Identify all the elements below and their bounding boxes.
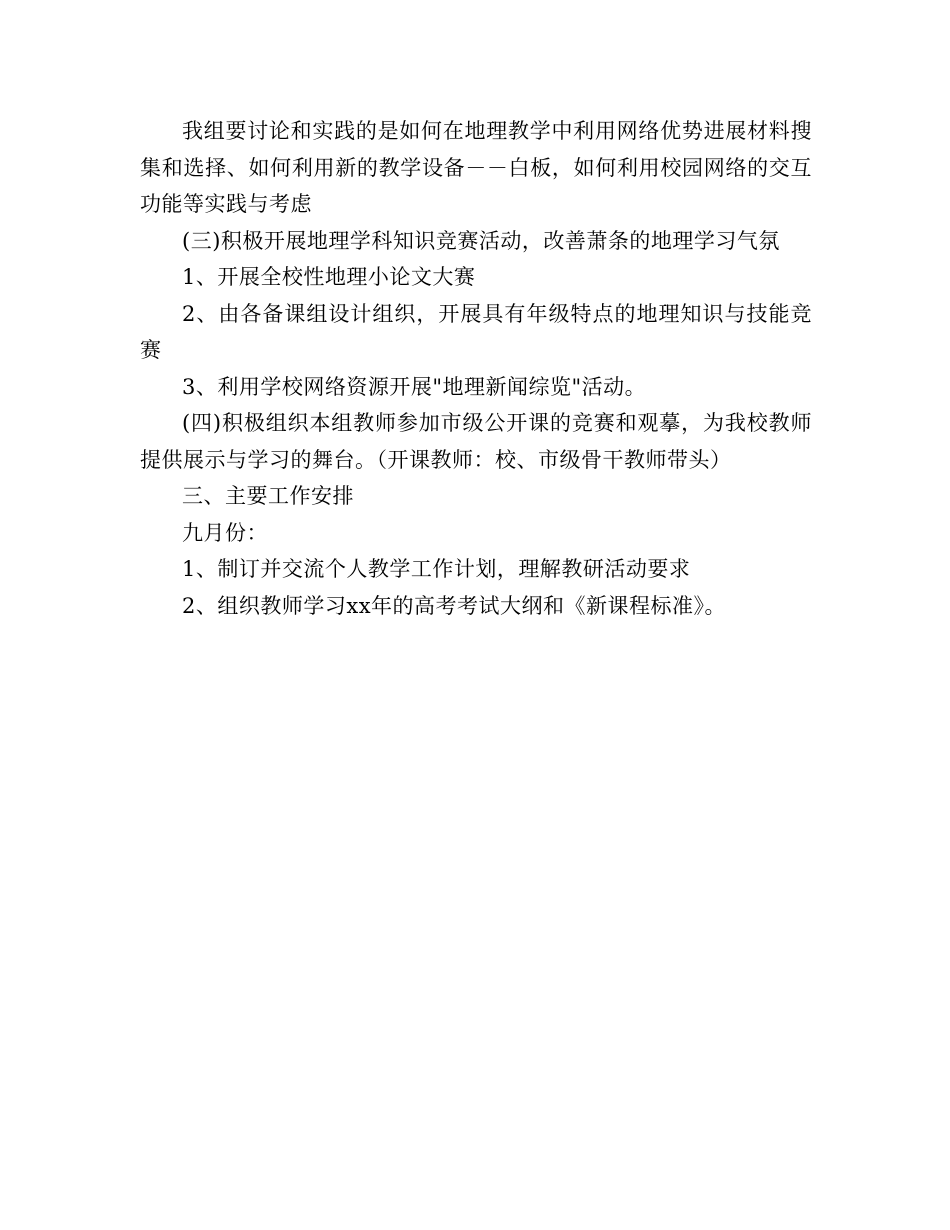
list-item: 2、由各备课组设计组织，开展具有年级特点的地理知识与技能竞赛 (140, 301, 812, 362)
section-heading-3: (三)积极开展地理学科知识竞赛活动，改善萧条的地理学习气氛 (182, 228, 780, 253)
document-body (140, 113, 812, 624)
list-item: 1、开展全校性地理小论文大赛 (182, 265, 476, 289)
list-item: 1、制订并交流个人教学工作计划，理解教研活动要求 (182, 557, 691, 581)
list-item: 2、组织教师学习xx年的高考考试大纲和《新课程标准》。 (182, 593, 727, 618)
month-heading: 九月份： (182, 520, 268, 545)
section-heading-4: (四)积极组织本组教师参加市级公开课的竞赛和观摹，为我校教师提供展示与学习的舞台。（开课教师：校、市级骨干教师带头） (140, 411, 812, 472)
list-item: 3、利用学校网络资源开展"地理新闻综览"活动。 (182, 374, 647, 399)
section-heading-main-arrangement: 三、主要工作安排 (182, 484, 354, 508)
paragraph-intro: 我组要讨论和实践的是如何在地理教学中利用网络优势进展材料搜集和选择、如何利用新的教学设备－－白板，如何利用校园网络的交互功能等实践与考虑 (140, 119, 812, 216)
